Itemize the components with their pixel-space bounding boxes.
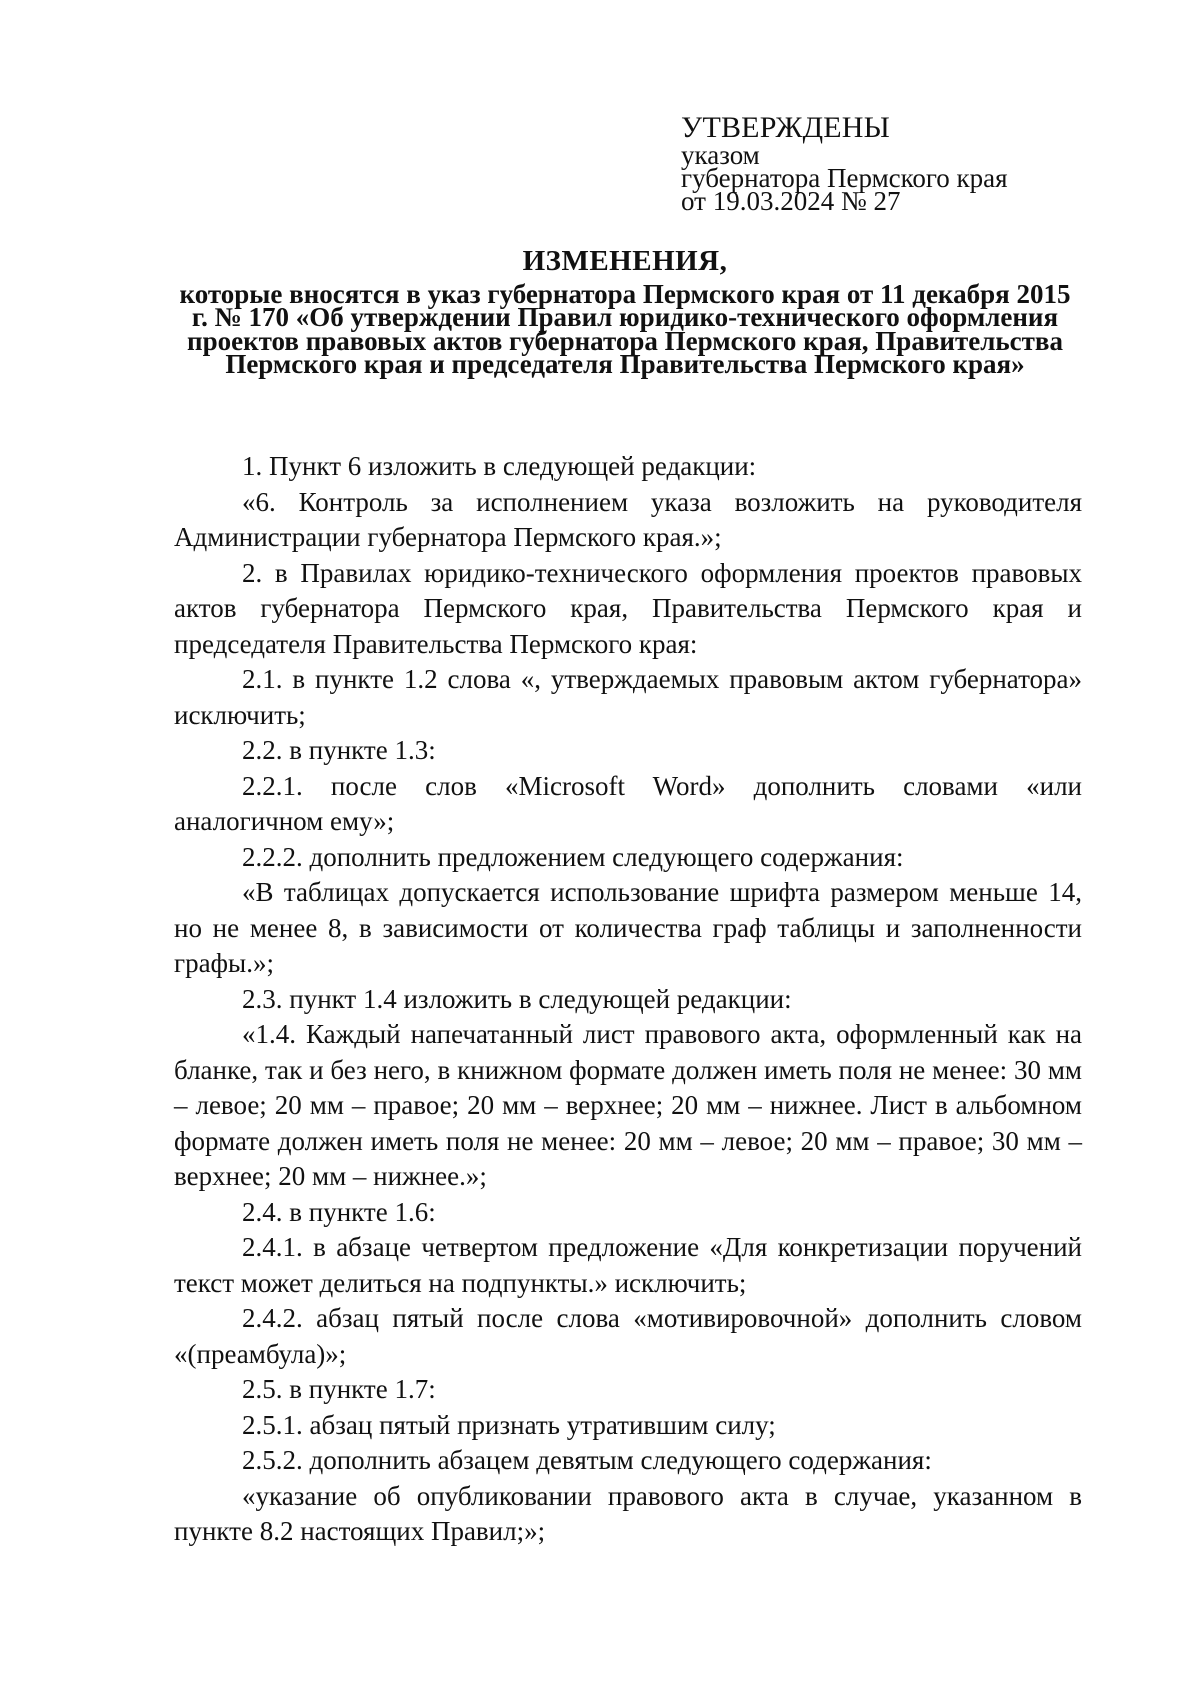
paragraph: «1.4. Каждый напечатанный лист правового акта, оформленный как на бланке, так и без него, в книжном формате должен иметь поля не менее: 30 мм – левое; 20 мм – правое; 20 мм – верхнее; 20 мм – нижнее. Лист в альбомном формате должен иметь поля не менее: 20 мм – левое; 20 мм – правое; 30 мм – верхнее; 20 мм – нижнее.»; <box>174 1019 1082 1191</box>
approval-line-governor: губернатора Пермского края <box>681 163 1008 193</box>
paragraph: «6. Контроль за исполнением указа возложить на руководителя Администрации губернатора Пермского края.»; <box>174 486 1082 552</box>
paragraph: «В таблицах допускается использование шрифта размером меньше 14, но не менее 8, в зависимости от количества граф таблицы и заполненности графы.»; <box>174 877 1082 978</box>
paragraph: 1. Пункт 6 изложить в следующей редакции: <box>242 451 757 481</box>
paragraph: 2. в Правилах юридико-технического оформления проектов правовых актов губернатора Пермского края, Правительства Пермского края и председателя Правительства Пермского края: <box>174 557 1082 659</box>
approval-line-decree: указом <box>681 140 760 170</box>
paragraph: 2.5. в пункте 1.7: <box>242 1374 436 1404</box>
paragraph: 2.2. в пункте 1.3: <box>242 735 436 765</box>
paragraph: 2.1. в пункте 1.2 слова «, утверждаемых правовым актом губернатора» исключить; <box>174 664 1082 730</box>
document-title: ИЗМЕНЕНИЯ, <box>522 245 728 277</box>
paragraph: 2.4.2. абзац пятый после слова «мотивировочной» дополнить словом «(преамбула)»; <box>174 1303 1082 1369</box>
document-subtitle: которые вносятся в указ губернатора Пермского края от 11 декабря 2015 г. № 170 «Об утверждении Правил юридико-технического оформления проектов правовых актов губернатора Пермского края, Правительства Пермского края и председателя Правительства Пермского края» <box>179 279 1071 379</box>
paragraph: 2.2.1. после слов «Microsoft Word» дополнить словами «или аналогичном ему»; <box>174 770 1082 836</box>
paragraph: 2.2.2. дополнить предложением следующего содержания: <box>242 841 904 872</box>
approval-line-date: от 19.03.2024 № 27 <box>681 186 901 216</box>
paragraph: 2.5.2. дополнить абзацем девятым следующего содержания: <box>242 1445 932 1475</box>
approval-title: УТВЕРЖДЕНЫ <box>681 111 891 144</box>
document-body <box>174 449 1082 1550</box>
paragraph: «указание об опубликовании правового акта в случае, указанном в пункте 8.2 настоящих Правил;»; <box>174 1480 1082 1546</box>
paragraph: 2.5.1. абзац пятый признать утратившим силу; <box>242 1409 776 1440</box>
paragraph: 2.4.1. в абзаце четвертом предложение «Для конкретизации поручений текст может делиться на подпункты.» исключить; <box>174 1232 1082 1298</box>
approval-stamp <box>681 111 1101 216</box>
paragraph: 2.3. пункт 1.4 изложить в следующей редакции: <box>242 983 792 1014</box>
paragraph: 2.4. в пункте 1.6: <box>242 1196 436 1227</box>
